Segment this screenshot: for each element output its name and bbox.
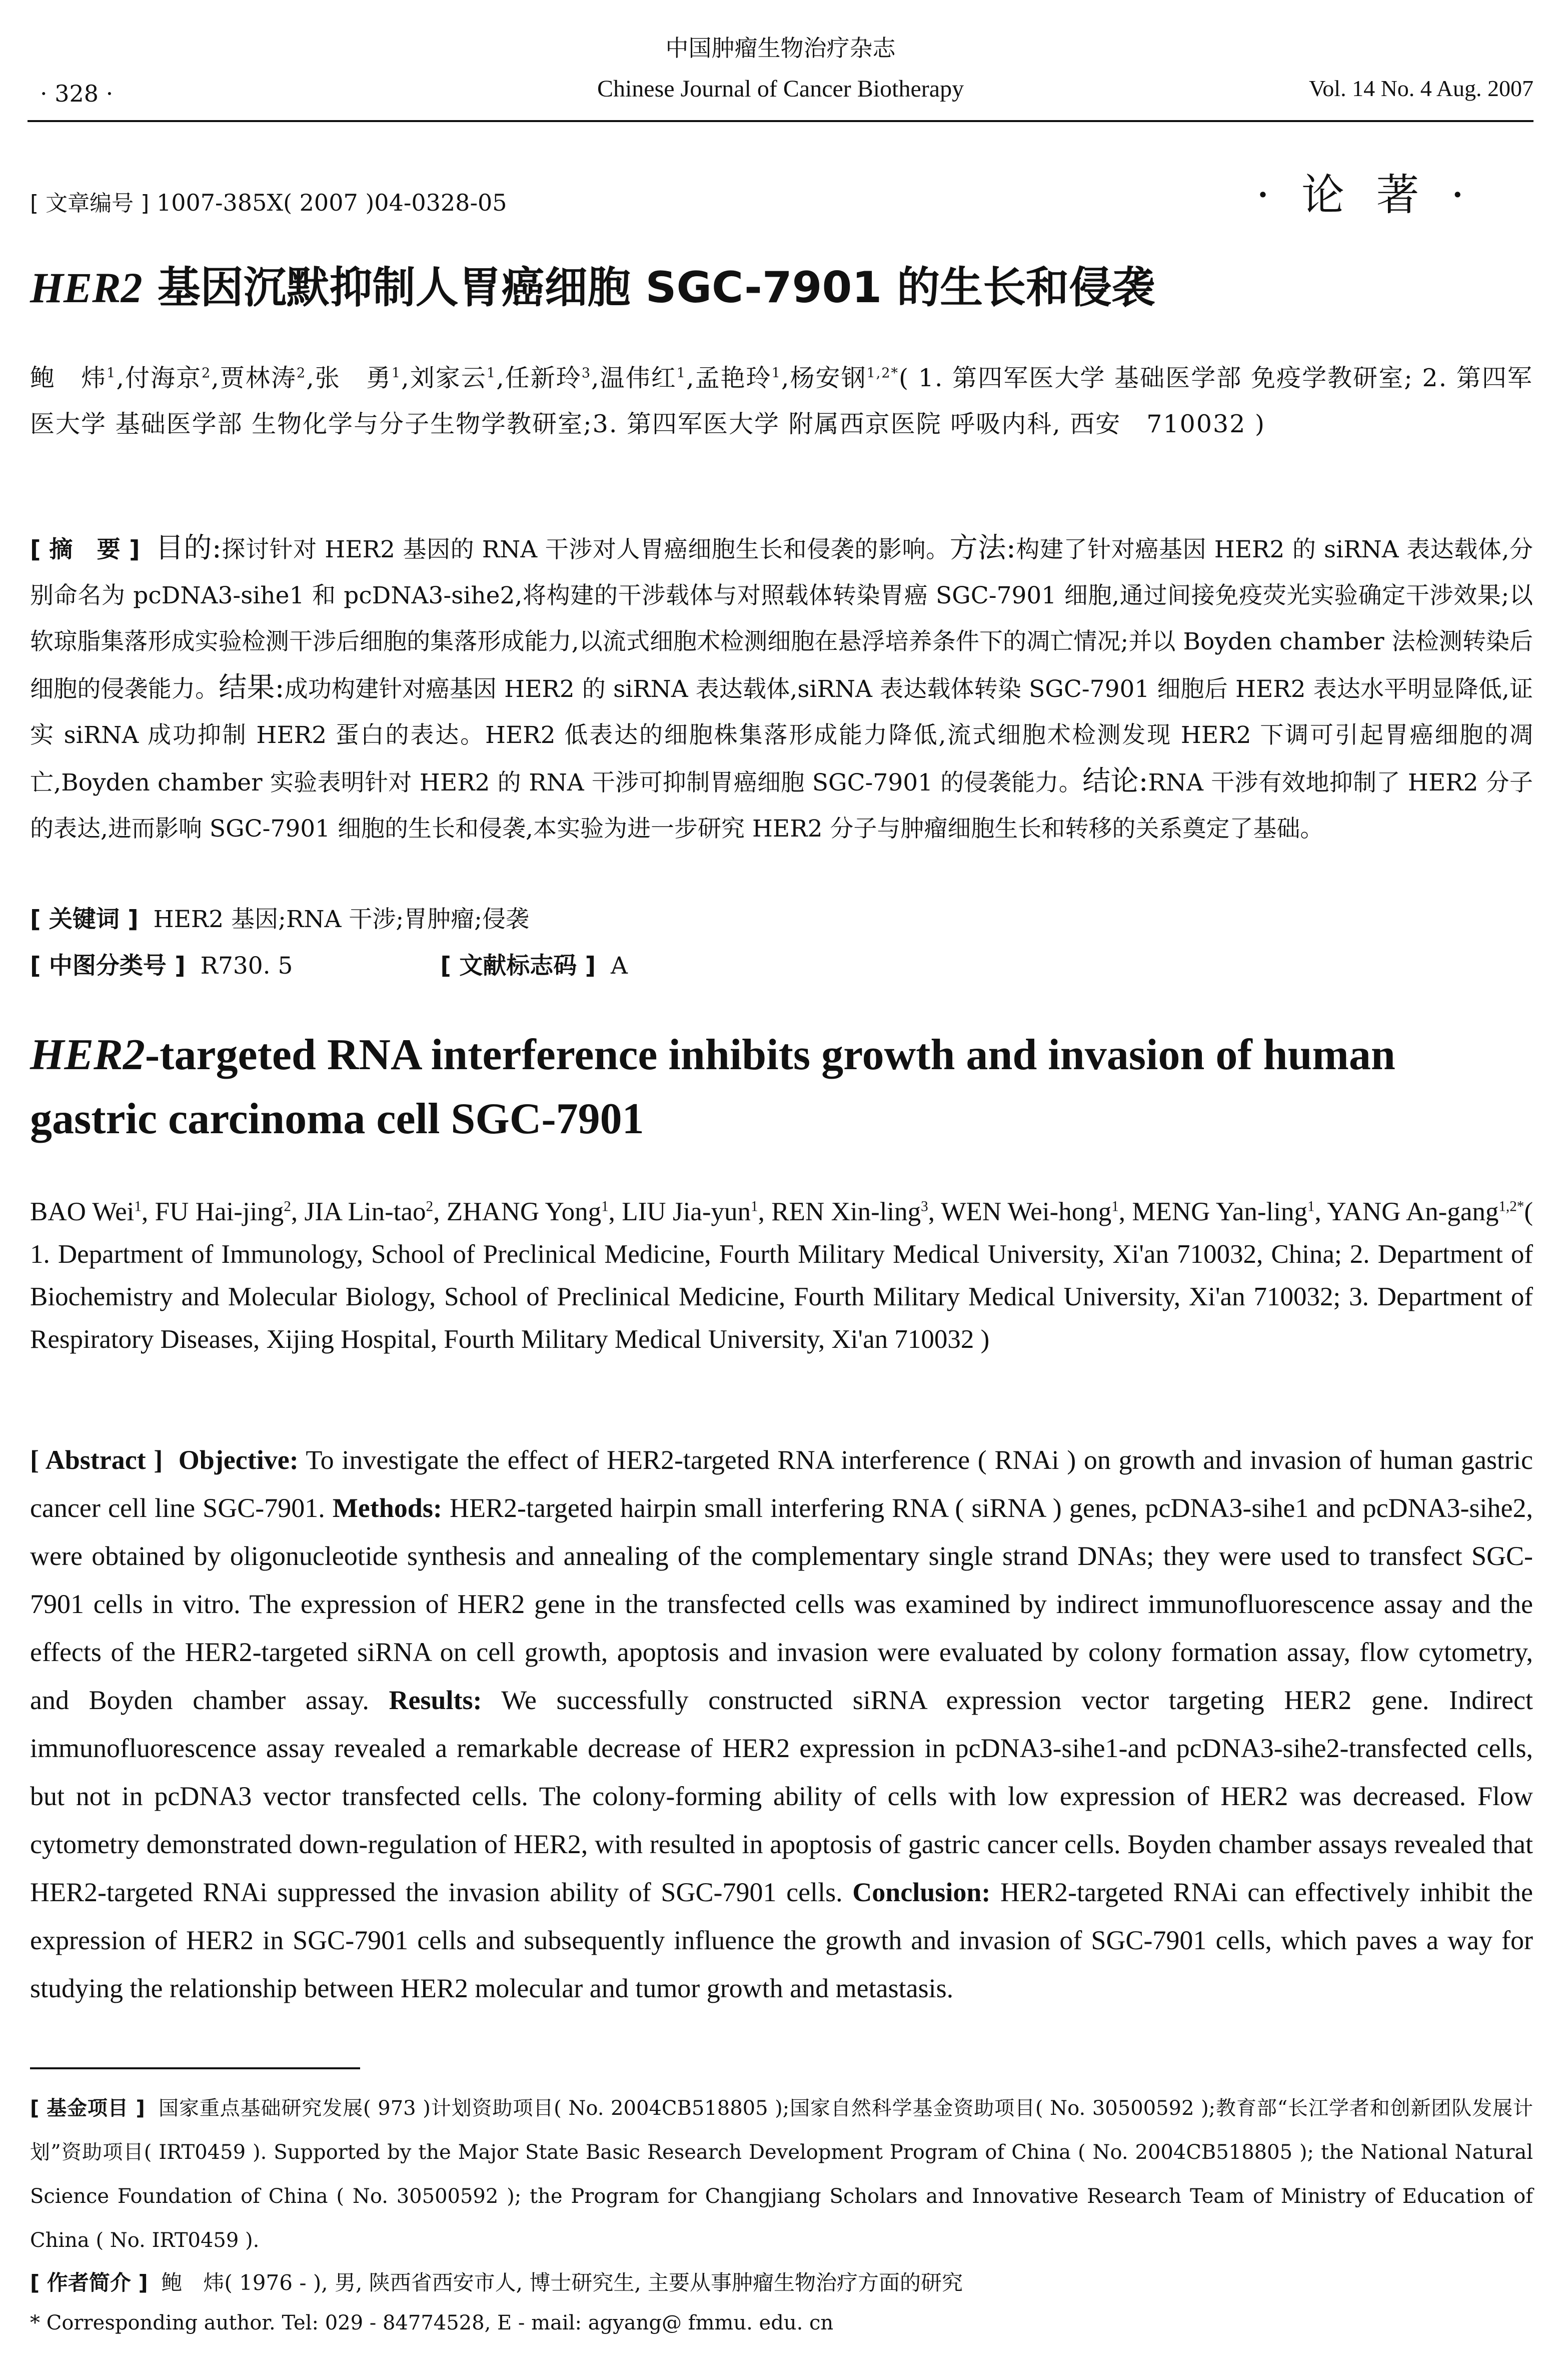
doc-code: A — [611, 952, 628, 980]
keywords-cn-label: [ 关键词 ] — [30, 906, 139, 933]
abstract-en-label: [ Abstract ] — [30, 1445, 163, 1475]
authors-cn — [30, 355, 1533, 447]
header-rule — [28, 120, 1533, 122]
author-affiliation-mark: 2 — [284, 1198, 291, 1215]
author-name: REN Xin-ling — [771, 1197, 921, 1226]
classification — [30, 947, 1533, 981]
methods-cn: 构建了针对癌基因 HER2 的 siRNA 表达载体,分别命名为 pcDNA3-sihe1 和 pcDNA3-sihe2,将构建的干涉载体与对照载体转染胃癌 SGC-7901 细胞,通过间接免疫荧光实验确定干涉效果;以软琼脂集落形成实验检测干涉后细胞的集落形成能力,以流式细胞术检测细胞在悬浮培养条件下的凋亡情况;并以 Boyden chamber 法检测转染后细胞的侵袭能力。 — [30, 536, 1533, 703]
results-cn-label: 结果: — [219, 671, 285, 704]
section-tag: · 论 著 · — [1256, 170, 1473, 220]
author-affiliation-mark: 1 — [601, 1198, 609, 1215]
author-name: JIA Lin-tao — [304, 1197, 426, 1226]
author-name: 杨安钢 — [790, 364, 867, 392]
author-name: 贾林涛 — [220, 364, 297, 392]
title-cn-gene: HER2 — [30, 264, 143, 312]
author-affiliation-mark: 3 — [581, 365, 591, 381]
author-affiliation-mark: 1,2* — [866, 365, 899, 381]
keywords-cn-text: HER2 基因;RNA 干涉;胃肿瘤;侵袭 — [153, 906, 530, 933]
author-name: 任新玲 — [505, 364, 582, 392]
author-affiliation-mark: 1,2* — [1498, 1198, 1524, 1215]
affiliations-cn: ( 1. 第四军医大学 基础医学部 免疫学教研室; 2. 第四军医大学 基础医学部 生物化学与分子生物学教研室;3. 第四军医大学 附属西京医院 呼吸内科, 西安 710032 ) — [30, 364, 1533, 438]
title-cn-text: 基因沉默抑制人胃癌细胞 SGC-7901 的生长和侵袭 — [142, 263, 1155, 313]
objective-en: To investigate the effect of HER2-targeted RNA interference ( RNAi ) on growth and invasion of human gastric cancer cell line SGC-7901. — [30, 1445, 1533, 1523]
author-affiliation-mark: 3 — [921, 1198, 928, 1215]
author-affiliation-mark: 2 — [297, 365, 307, 381]
objective-cn-label: 目的: — [155, 532, 222, 564]
author-affiliation-mark: 1 — [676, 365, 686, 381]
title-en-gene: HER2 — [30, 1031, 145, 1079]
abstract-cn-label: [ 摘 要 ] — [30, 536, 140, 563]
page-number: · 328 · — [40, 80, 114, 107]
author-name: BAO Wei — [30, 1197, 135, 1226]
journal-title-cn: 中国肿瘤生物治疗杂志 — [665, 35, 896, 62]
objective-en-label: Objective: — [178, 1445, 299, 1475]
funding-label: [ 基金项目 ] — [30, 2097, 145, 2120]
author-name: 张 勇 — [315, 364, 392, 392]
results-cn: 成功构建针对癌基因 HER2 的 siRNA 表达载体,siRNA 表达载体转染 SGC-7901 细胞后 HER2 表达水平明显降低,证实 siRNA 成功抑制 HER2 蛋白的表达。HER2 低表达的细胞株集落形成能力降低,流式细胞术检测发现 HER2 下调可引起胃癌细胞的凋亡,Boyden chamber 实验表明针对 HER2 的 RNA 干涉可抑制胃癌细胞 SGC-7901 的侵袭能力。 — [30, 675, 1533, 797]
article-number-label: [ 文章编号 ] — [30, 191, 150, 216]
author-affiliation-mark: 1 — [1111, 1198, 1119, 1215]
author-name: 付海京 — [125, 364, 202, 392]
corresponding-author: * Corresponding author. Tel: 029 - 84774528, E - mail: agyang@ fmmu. edu. cn — [30, 2311, 834, 2334]
affiliations-en: ( 1. Department of Immunology, School of Preclinical Medicine, Fourth Military Medical University, Xi'an 710032, China; 2. Department of Biochemistry and Molecular Biology, School of Preclinical Medicine, Fourth Military Medical University, Xi'an 710032; 3. Department of Respiratory Diseases, Xijing Hospital, Fourth Military Medical University, Xi'an 710032 ) — [30, 1197, 1533, 1354]
author-affiliation-mark: 1 — [134, 1198, 142, 1215]
class-label: [ 中图分类号 ] — [30, 952, 186, 980]
conclusion-cn: RNA 干涉有效地抑制了 HER2 分子的表达,进而影响 SGC-7901 细胞的生长和侵袭,本实验为进一步研究 HER2 分子与肿瘤细胞生长和转移的关系奠定了基础。 — [30, 769, 1533, 843]
abstract-cn — [30, 525, 1533, 852]
abstract-en — [30, 1436, 1533, 2012]
author-bio-text: 鲍 炜( 1976 - ), 男, 陕西省西安市人, 博士研究生, 主要从事肿瘤生物治疗方面的研究 — [161, 2270, 963, 2295]
author-affiliation-mark: 1 — [771, 365, 781, 381]
author-affiliation-mark: 1 — [750, 1198, 758, 1215]
author-name: 温伟红 — [600, 364, 677, 392]
class-number: R730. 5 — [200, 952, 293, 980]
author-name: 孟艳玲 — [695, 364, 772, 392]
funding-note — [30, 2086, 1533, 2262]
author-name: YANG An-gang — [1327, 1197, 1499, 1226]
objective-cn: 探讨针对 HER2 基因的 RNA 干涉对人胃癌细胞生长和侵袭的影响。 — [221, 536, 950, 563]
author-affiliation-mark: 1 — [107, 365, 117, 381]
author-name: LIU Jia-yun — [622, 1197, 751, 1226]
author-name: 刘家云 — [410, 364, 487, 392]
results-en: We successfully constructed siRNA expression vector targeting HER2 gene. Indirect immunofluorescence assay revealed a remarkable decrease of HER2 expression in pcDNA3-sihe1-and pcDNA3-sihe2-transfected cells, but not in pcDNA3 vector transfected cells. The colony-forming ability of cells with low expression of HER2 was decreased. Flow cytometry demonstrated down-regulation of HER2, with resulted in apoptosis of gastric cancer cells. Boyden chamber assays revealed that HER2-targeted RNAi suppressed the invasion ability of SGC-7901 cells. — [30, 1685, 1533, 1907]
article-number — [30, 185, 507, 217]
title-en — [30, 1023, 1533, 1151]
conclusion-en-label: Conclusion: — [852, 1877, 991, 1907]
journal-title-en: Chinese Journal of Cancer Biotherapy — [597, 76, 964, 102]
author-bio — [30, 2266, 1533, 2296]
conclusion-en: HER2-targeted RNAi can effectively inhibit the expression of HER2 in SGC-7901 cells and subsequently influence the growth and invasion of SGC-7901 cells, which paves a way for studying the relationship between HER2 molecular and tumor growth and metastasis. — [30, 1877, 1533, 2003]
author-name: ZHANG Yong — [446, 1197, 602, 1226]
author-list-en: BAO Wei$^1$, FU Hai-jing$^2$, JIA Lin-tao$^2$, ZHANG Yong$^1$, LIU Jia-yun$^1$, REN Xin-ling$^3$, WEN Wei-hong$^1$, MENG Yan-ling$^1$, YANG An-gang$^{1,2*}$ — [30, 1197, 1524, 1226]
title-cn — [30, 253, 1155, 315]
author-affiliation-mark: 1 — [391, 365, 402, 381]
doc-code-label: [ 文献标志码 ] — [440, 952, 596, 980]
title-en-text: -targeted RNA interference inhibits growth and invasion of human gastric carcinoma cell SGC-7901 — [30, 1031, 1395, 1143]
author-bio-label: [ 作者简介 ] — [30, 2270, 148, 2295]
author-list-cn: 鲍 炜$^1$,付海京$^2$,贾林涛$^2$,张 勇$^1$,刘家云$^1$,任新玲$^3$,温伟红$^1$,孟艳玲$^1$,杨安钢$^{1,2*}$ — [30, 364, 899, 392]
author-affiliation-mark: 1 — [486, 365, 497, 381]
article-number-value: 1007-385X( 2007 )04-0328-05 — [156, 189, 507, 216]
author-affiliation-mark: 1 — [1307, 1198, 1315, 1215]
author-affiliation-mark: 2 — [202, 365, 212, 381]
author-name: FU Hai-jing — [155, 1197, 284, 1226]
footnote-rule — [30, 2067, 360, 2069]
methods-en: HER2-targeted hairpin small interfering RNA ( siRNA ) genes, pcDNA3-sihe1 and pcDNA3-sihe2, were obtained by oligonucleotide synthesis and annealing of the complementary single strand DNAs; they were used to transfect SGC-7901 cells in vitro. The expression of HER2 gene in the transfected cells was examined by indirect immunofluorescence assay and the effects of the HER2-targeted siRNA on cell growth, apoptosis and invasion were evaluated by colony formation assay, flow cytometry, and Boyden chamber assay. — [30, 1493, 1533, 1715]
funding-text: 国家重点基础研究发展( 973 )计划资助项目( No. 2004CB518805 );国家自然科学基金资助项目( No. 30500592 );教育部“长江学者和创新团队发展计划”资助项目( IRT0459 ). Supported by the Major State Basic Research Development Program of China ( No. 2004CB518805 ); the National Natural Science Foundation of China ( No. 30500592 ); the Program for Changjiang Scholars and Innovative Research Team of Ministry of Education of China ( No. IRT0459 ). — [30, 2097, 1533, 2252]
author-affiliation-mark: 2 — [426, 1198, 434, 1215]
methods-cn-label: 方法: — [949, 532, 1016, 564]
keywords-cn — [30, 901, 1533, 934]
author-name: MENG Yan-ling — [1132, 1197, 1307, 1226]
methods-en-label: Methods: — [332, 1493, 442, 1523]
results-en-label: Results: — [389, 1685, 482, 1715]
conclusion-cn-label: 结论: — [1082, 765, 1148, 798]
author-name: WEN Wei-hong — [941, 1197, 1112, 1226]
volume-issue: Vol. 14 No. 4 Aug. 2007 — [1309, 76, 1533, 101]
authors-en — [30, 1191, 1533, 1361]
author-name: 鲍 炜 — [30, 364, 107, 392]
